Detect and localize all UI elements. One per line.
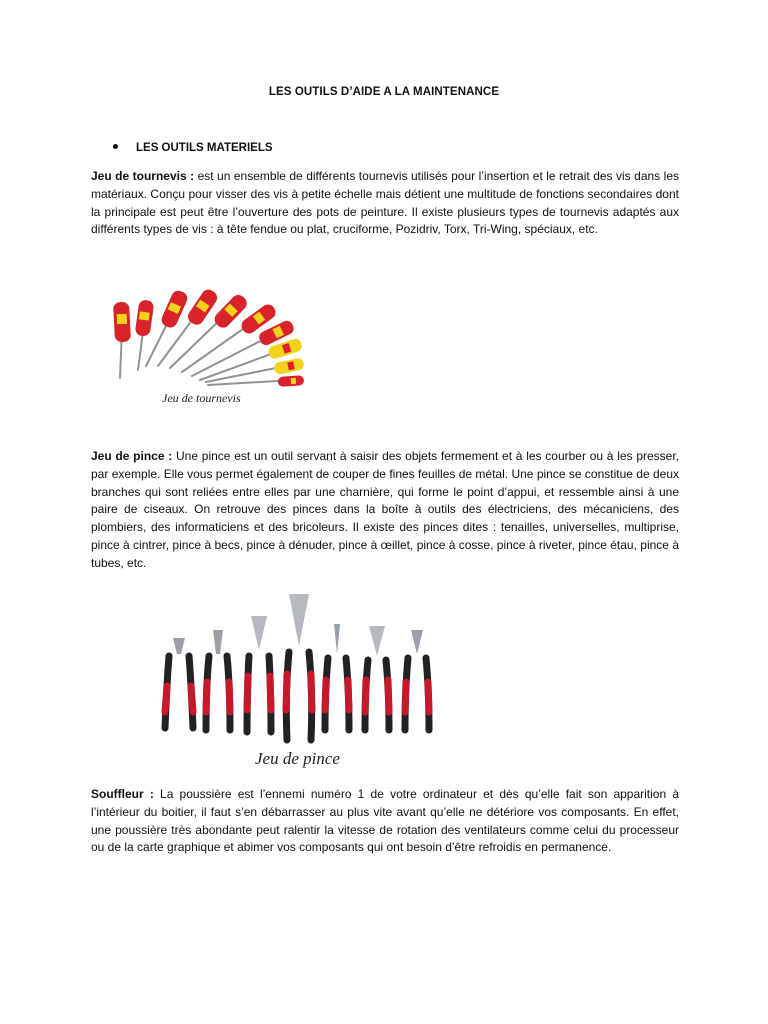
pliers-icon — [165, 594, 429, 740]
paragraph-term: Souffleur : — [91, 787, 154, 801]
figure-caption: Jeu de pince — [255, 749, 340, 768]
paragraph-blower — [91, 786, 679, 857]
paragraph-term: Jeu de tournevis : — [91, 169, 195, 183]
screwdriver-icon — [113, 287, 305, 387]
pliers-set-image — [155, 590, 445, 770]
paragraph-pliers — [91, 448, 679, 573]
paragraph-text: La poussière est l’ennemi numéro 1 de votre ordinateur et dès qu’elle fait son apparition à l’intérieur du boitier, il faut s’en débarrasser au plus vite avant qu’elle ne détériore vos composants. En effet, une poussière très abondante peut ralentir la vitesse de rotation des ventilateurs comme celui du processeur ou de la carte graphique et abimer vos composants qui ont besoin d’être refroidis en permanence. — [91, 787, 679, 855]
figure-caption: Jeu de tournevis — [162, 391, 241, 405]
bullet-icon — [113, 144, 118, 149]
section-bullet-label: LES OUTILS MATERIELS — [136, 142, 273, 154]
document-title: LES OUTILS D’AIDE A LA MAINTENANCE — [268, 86, 500, 98]
paragraph-text: Une pince est un outil servant à saisir des objets fermement et à les courber ou à les presser, par exemple. Elle vous permet également de couper de fines feuilles de métal. Une pince se constitue de deux branches qui sont reliées entre elles par une charnière, qui forme le point d’appui, et ressemble ainsi à une paire de ciseaux. On retrouve des pinces dans la boîte à outils des électriciens, des mécaniciens, des plombiers, des informaticiens et des bricoleurs. Il existe des pinces dites : tenailles, universelles, multiprise, pince à cintrer, pince à becs, pince à dénuder, pince à œillet, pince à cosse, pince à riveter, pince étau, pince à tubes, etc. — [91, 449, 679, 570]
paragraph-text: est un ensemble de différents tournevis utilisés pour l’insertion et le retrait des vis dans les matériaux. Conçu pour visser des vis à petite échelle mais détient une multitude de fonctions secondaires dont la principale est peut être l’ouverture des pots de peinture. Il existe plusieurs types de tournevis adaptés aux différents types de vis : à tête fendue ou plat, cruciforme, Pozidriv, Torx, Tri-Wing, spéciaux, etc. — [91, 169, 679, 237]
paragraph-term: Jeu de pince : — [91, 449, 173, 463]
screwdriver-set-image — [108, 286, 308, 408]
section-bullet — [113, 142, 273, 154]
paragraph-screwdrivers — [91, 168, 679, 239]
